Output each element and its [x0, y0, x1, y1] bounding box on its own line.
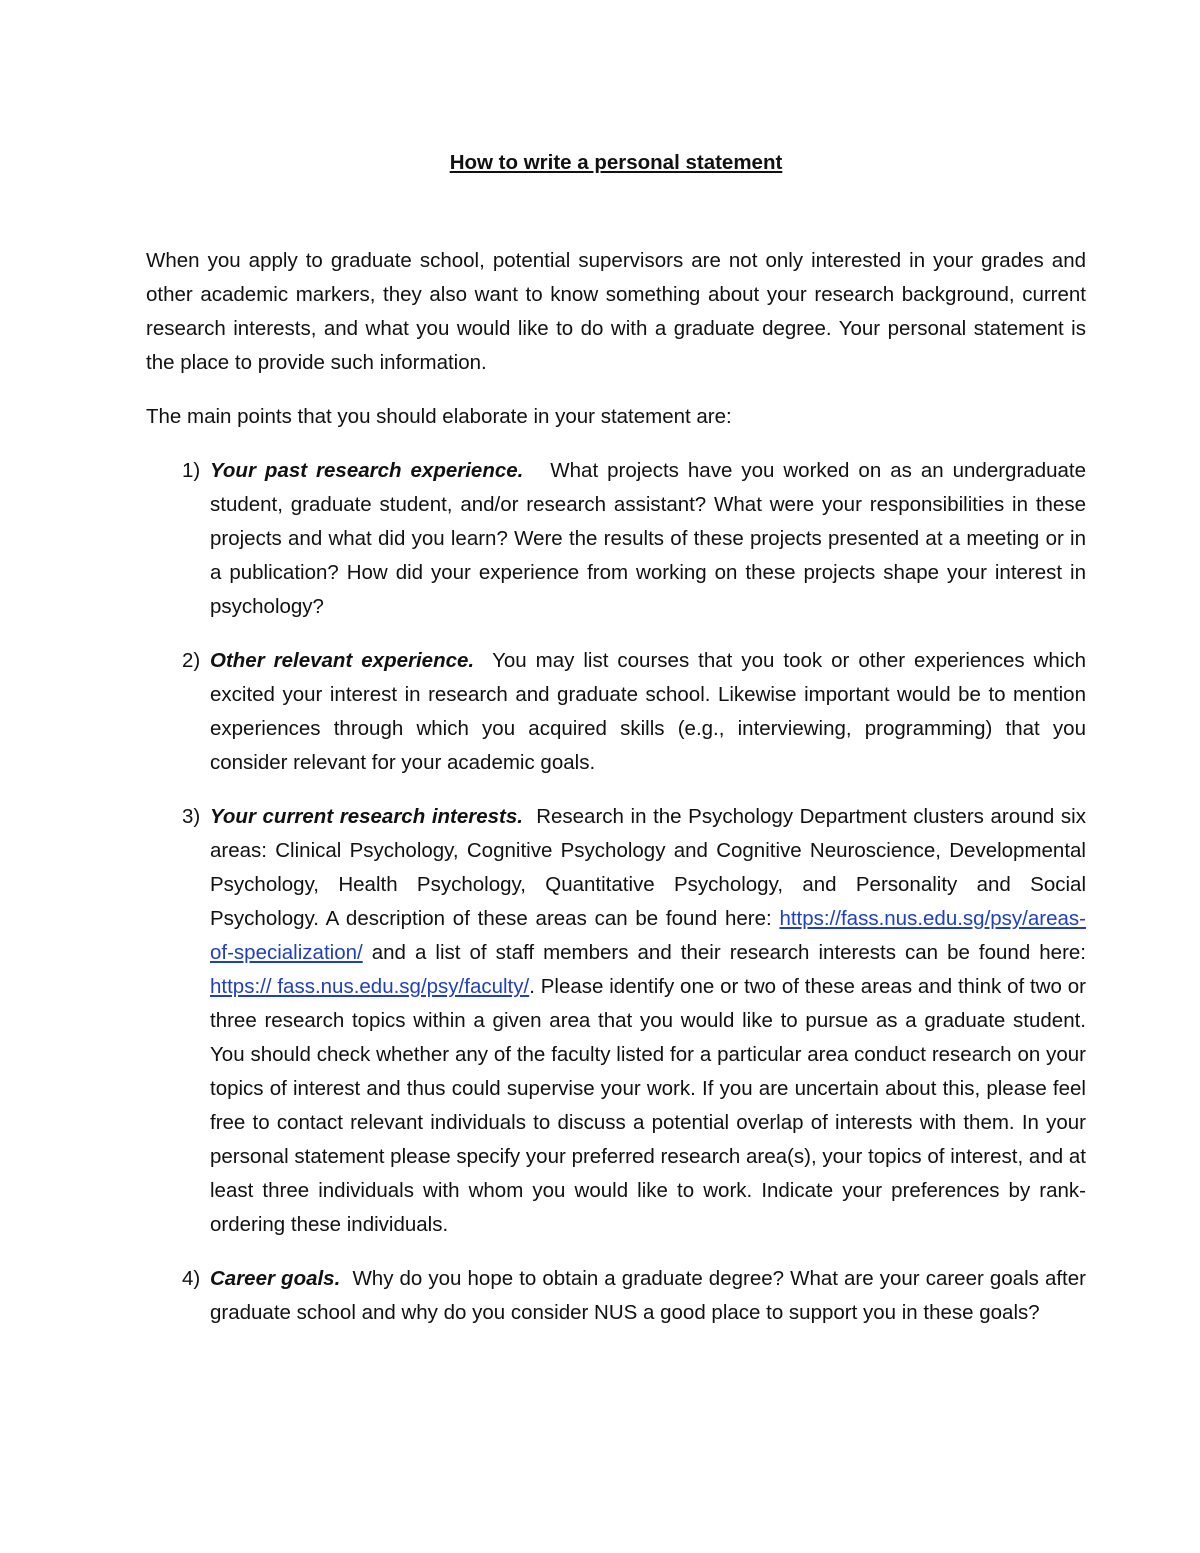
- item-lead: Other relevant experience.: [210, 649, 475, 672]
- document-title: How to write a personal statement: [449, 151, 783, 174]
- list-item-other-experience: [146, 644, 1086, 780]
- list-item-past-research: [146, 454, 1086, 624]
- list-number: 1): [182, 459, 201, 482]
- item-lead: Career goals.: [210, 1267, 341, 1290]
- item-text: Research in the Psychology Department clusters around six areas: Clinical Psychology, Cognitive Psychology and Cognitive Neuroscience, Developmental Psychology, Health Psychology, Quantitative Psychology, and Personality and Social Psychology. A description of these areas can be found here:: [210, 805, 1086, 930]
- faculty-link[interactable]: https:// fass.nus.edu.sg/psy/faculty/: [210, 975, 530, 998]
- document-page: [146, 148, 1086, 1350]
- list-intro: The main points that you should elaborate in your statement are:: [146, 405, 732, 428]
- list-number: 4): [182, 1267, 201, 1290]
- item-text: and a list of staff members and their research interests can be found here:: [371, 941, 1086, 964]
- intro-paragraph: When you apply to graduate school, potential supervisors are not only interested in your grades and other academic markers, they also want to know something about your research background, current research interests, and what you would like to do with a graduate degree. Your personal statement is the place to provide such information.: [146, 249, 1086, 374]
- list-number: 3): [182, 805, 201, 828]
- list-number: 2): [182, 649, 201, 672]
- item-text: Please identify one or two of these areas and think of two or three research topics within a given area that you would like to pursue as a graduate student. You should check whether any of the faculty listed for a particular area conduct research on your topics of interest and thus could supervise your work. If you are uncertain about this, please feel free to contact relevant individuals to discuss a potential overlap of interests with them. In your personal statement please specify your preferred research area(s), your topics of interest, and at least three individuals with whom you would like to work. Indicate your preferences by rank-ordering these individuals.: [210, 975, 1086, 1236]
- main-points-list: [146, 454, 1086, 1330]
- item-text: You may list courses that you took or other experiences which excited your interest in research and graduate school. Likewise important would be to mention experiences through which you acquired skills (e.g., interviewing, programming) that you consider relevant for your academic goals.: [210, 649, 1086, 774]
- item-lead: Your past research experience.: [210, 459, 524, 482]
- list-item-career-goals: [146, 1262, 1086, 1330]
- item-text: What projects have you worked on as an undergraduate student, graduate student, and/or research assistant? What were your responsibilities in these projects and what did you learn? Were the results of these projects presented at a meeting or in a publication? How did your experience from working on these projects shape your interest in psychology?: [210, 459, 1086, 618]
- item-lead: Your current research interests.: [210, 805, 523, 828]
- item-text: Why do you hope to obtain a graduate degree? What are your career goals after graduate school and why do you consider NUS a good place to support you in these goals?: [210, 1267, 1086, 1324]
- list-item-research-interests: 3) Your current research interests. Research in the Psychology Department clusters around six areas: Clinical Psychology, Cognitive Psychology and Cognitive Neuroscience, Developmental Psychology, Health Psychology, Quantitative Psychology, and Personality and Social Psychology. A description of these areas can be found here: https://fass.nus.edu.sg/psy/areas-of-specialization/ and a list of staff members and their research interests can be found here: https:// fass.nus.edu.sg/psy/faculty/. Please identify one or two of these areas and think of two or three research topics within a given area that you would like to pursue as a graduate student. You should check whether any of the faculty listed for a particular area conduct research on your topics of interest and thus could supervise your work. If you are uncertain about this, please feel free to contact relevant individuals to discuss a potential overlap of interests with them. In your personal statement please specify your preferred research area(s), your topics of interest, and at least three individuals with whom you would like to work. Indicate your preferences by rank-ordering these individuals.: [146, 800, 1086, 1242]
- areas-of-specialization-link[interactable]: https://fass.nus.edu.sg/psy/areas-of-specialization/: [210, 907, 1086, 964]
